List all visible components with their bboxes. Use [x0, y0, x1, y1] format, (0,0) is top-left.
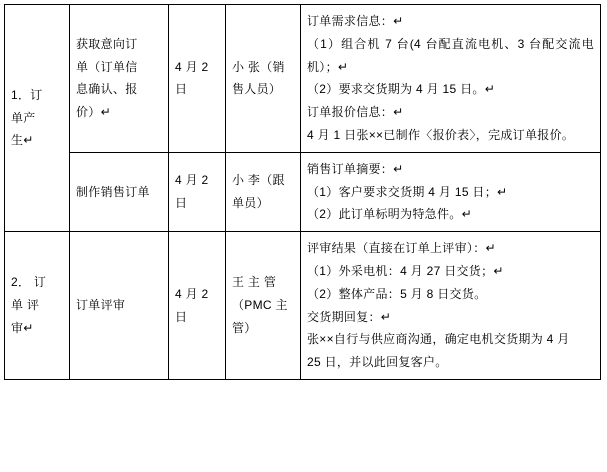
detail-line: 订单需求信息：↵	[307, 14, 404, 28]
table-row	[5, 232, 601, 380]
stage-line: 单产	[11, 110, 36, 125]
owner-line: 小 张（销	[232, 59, 285, 74]
owner-line: 售人员）	[232, 82, 282, 97]
owner-line: 王 主 管	[232, 275, 277, 290]
stage-line: 生↵	[11, 133, 34, 148]
order-process-table	[4, 4, 601, 380]
date-line: 4 月 2	[175, 173, 209, 188]
detail-line: 25 日，并以此回复客户。	[307, 355, 448, 370]
stage-cell-order-review	[5, 232, 70, 380]
task-line: 价）↵	[76, 105, 111, 120]
owner-line: 单员）	[232, 195, 269, 210]
stage-cell-order-generation	[5, 5, 70, 232]
detail-line: 销售订单摘要：↵	[307, 161, 404, 176]
detail-cell	[301, 232, 601, 380]
detail-cell	[301, 152, 601, 231]
stage-line: 1．订	[11, 87, 43, 102]
task-line: 单（订单信	[76, 59, 138, 74]
stage-line: 2． 订	[11, 275, 47, 290]
date-cell	[169, 152, 226, 231]
detail-cell	[301, 5, 601, 153]
date-line: 4 月 2	[175, 286, 209, 301]
owner-cell	[226, 5, 301, 153]
detail-line: 张××自行与供应商沟通，确定电机交货期为 4 月	[307, 332, 570, 347]
date-line: 4 月 2	[175, 59, 209, 74]
table-row	[5, 152, 601, 231]
detail-line: （1）外采电机：4 月 27 日交货；↵	[307, 263, 504, 278]
stage-line: 审↵	[11, 320, 34, 335]
task-cell	[70, 5, 169, 153]
table-body	[5, 5, 601, 380]
detail-line: 评审结果（直接在订单上评审）：↵	[307, 241, 496, 256]
detail-line: （1）客户要求交货期 4 月 15 日；↵	[307, 184, 508, 199]
detail-line: 订单报价信息：↵	[307, 105, 404, 120]
owner-line: 小 李（跟	[232, 173, 285, 188]
task-line: 制作销售订单	[76, 184, 150, 199]
detail-line: （2）要求交货期为 4 月 15 日。↵	[307, 82, 496, 97]
task-cell	[70, 152, 169, 231]
detail-line: （1）组合机 7 台(4 台配直流电机、3 台配交流电机）；↵	[307, 36, 594, 74]
owner-cell	[226, 152, 301, 231]
table-row	[5, 5, 601, 153]
date-line: 日	[175, 195, 188, 210]
date-cell	[169, 232, 226, 380]
detail-line: （2）此订单标明为特急件。↵	[307, 207, 472, 222]
date-line: 日	[175, 82, 188, 97]
task-line: 获取意向订	[76, 36, 138, 51]
date-cell	[169, 5, 226, 153]
owner-line: 管）	[232, 320, 257, 335]
detail-line: （2）整体产品：5 月 8 日交货。	[307, 286, 487, 301]
stage-line: 单 评	[11, 298, 40, 313]
task-line: 息确认、报	[76, 82, 138, 97]
owner-cell	[226, 232, 301, 380]
detail-line: 交货期回复：↵	[307, 309, 392, 324]
task-line: 订单评审	[76, 298, 126, 313]
detail-line: 4 月 1 日张××已制作〈报价表〉，完成订单报价。	[307, 127, 575, 142]
owner-line: （PMC 主	[232, 298, 288, 313]
task-cell	[70, 232, 169, 380]
date-line: 日	[175, 309, 188, 324]
